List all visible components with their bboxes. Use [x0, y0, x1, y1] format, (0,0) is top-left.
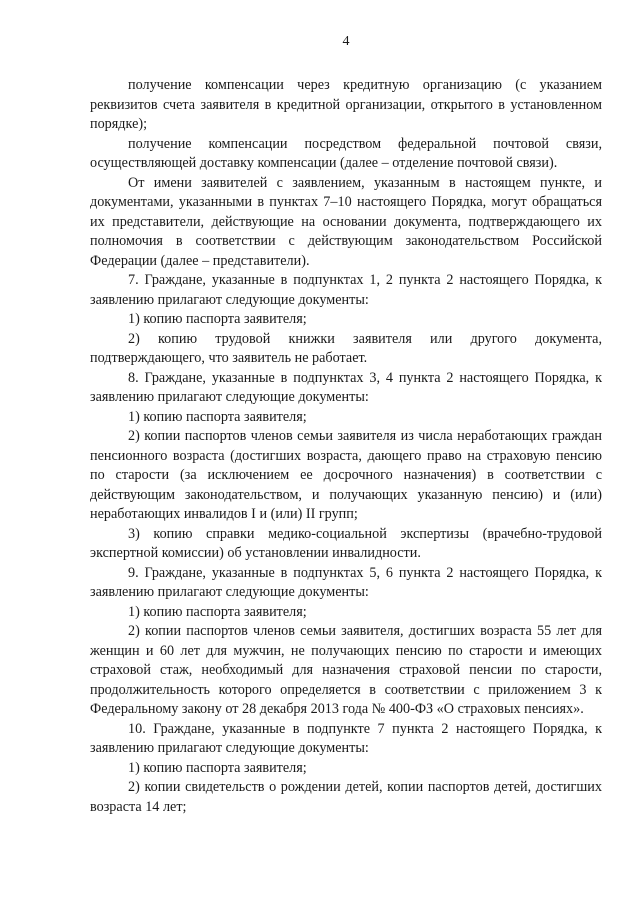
paragraph: 2) копии свидетельств о рождении детей, копии паспортов детей, достигших возраста 14 лет; — [90, 779, 602, 815]
paragraph: 10. Граждане, указанные в подпункте 7 пункта 2 настоящего Порядка, к заявлению прилагают следующие документы: — [90, 720, 602, 756]
paragraph: 1) копию паспорта заявителя; — [128, 408, 307, 425]
paragraph: 1) копию паспорта заявителя; — [128, 603, 307, 620]
page-number: 4 — [342, 34, 350, 49]
paragraph: От имени заявителей с заявлением, указанным в настоящем пункте, и документами, указанными в пунктах 7–10 настоящего Порядка, могут обращаться их представители, действующие на основании документа, подтверждающего их полномочия в соответствии с действующим законодательством Российской Федерации (далее – представители). — [90, 174, 602, 269]
paragraph: 1) копию паспорта заявителя; — [128, 311, 307, 327]
paragraph: 2) копии паспортов членов семьи заявителя, достигших возраста 55 лет для женщин и 60 лет для мужчин, не получающих пенсию по старости и имеющих страховой стаж, необходимый для назначения страховой пенсии по старости, продолжительность которого определяется в соответствии с приложением 3 к Федеральному закону от 28 декабря 2013 года № 400-ФЗ «О страховых пенсиях». — [90, 623, 602, 717]
paragraph: 1) копию паспорта заявителя; — [128, 759, 307, 776]
paragraph: 7. Граждане, указанные в подпунктах 1, 2 пункта 2 настоящего Порядка, к заявлению прилагают следующие документы: — [90, 272, 602, 308]
document-body — [90, 76, 602, 817]
paragraph: 2) копию трудовой книжки заявителя или другого документа, подтверждающего, что заявитель не работает. — [90, 330, 602, 366]
paragraph: получение компенсации через кредитную организацию (с указанием реквизитов счета заявителя в кредитной организации, открытого в установленном порядке); — [90, 77, 602, 132]
paragraph: 3) копию справки медико-социальной экспертизы (врачебно-трудовой экспертной комиссии) об установлении инвалидности. — [90, 525, 602, 561]
paragraph: 2) копии паспортов членов семьи заявителя из числа неработающих граждан пенсионного возраста (достигших возраста, дающего право на страховую пенсию по старости (за исключением ее досрочного назначения) в соответствии с действующим законодательством, и получающих указанную пенсию) и (или) неработающих инвалидов I и (или) II групп; — [90, 428, 602, 522]
paragraph: 9. Граждане, указанные в подпунктах 5, 6 пункта 2 настоящего Порядка, к заявлению прилагают следующие документы: — [90, 564, 602, 600]
paragraph: получение компенсации посредством федеральной почтовой связи, осуществляющей доставку компенсации (далее – отделение почтовой связи). — [90, 135, 602, 171]
paragraph: 8. Граждане, указанные в подпунктах 3, 4 пункта 2 настоящего Порядка, к заявлению прилагают следующие документы: — [90, 369, 602, 405]
